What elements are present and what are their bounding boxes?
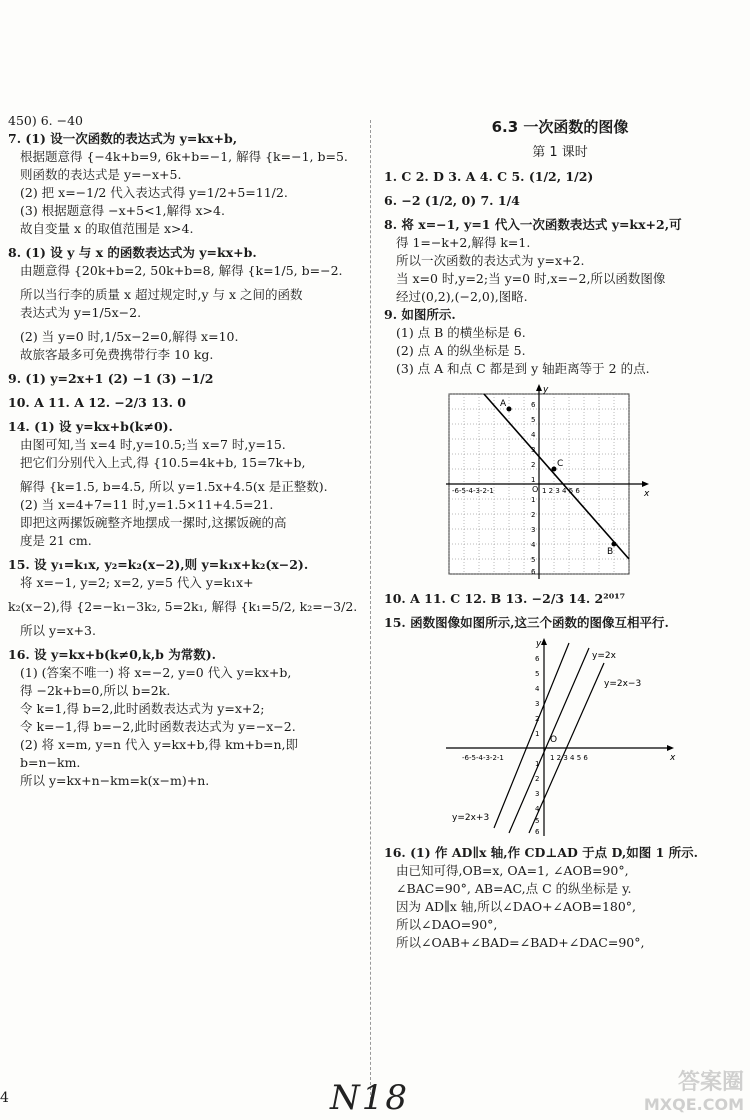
watermark-logo-text: 答案圈	[677, 1070, 744, 1095]
x-pos-tick-labels: 1 2 3 4 5 6	[542, 487, 580, 495]
answer-line: 1. C 2. D 3. A 4. C 5. (1/2, 1/2)	[384, 169, 594, 184]
origin-label: O	[550, 735, 558, 745]
y-tick-label: 5	[535, 670, 540, 678]
answer-line: 15. 函数图像如图所示,这三个函数的图像互相平行.	[384, 615, 669, 630]
answer-line: (2) 点 A 的纵坐标是 5.	[396, 343, 526, 358]
x-axis-label: x	[644, 489, 650, 499]
answer-line: b=n−km.	[20, 755, 81, 770]
y-tick-label: 6	[531, 401, 536, 409]
y-tick-label: 2	[531, 461, 536, 469]
answer-line: 把它们分别代入上式,得 {10.5=4k+b, 15=7k+b,	[20, 455, 306, 470]
answer-line: 所以当行李的质量 x 超过规定时,y 与 x 之间的函数	[20, 287, 303, 302]
line-label-y-2x: y=2x	[592, 651, 616, 661]
answer-line: (3) 点 A 和点 C 都是到 y 轴距离等于 2 的点.	[396, 361, 650, 376]
y-tick-label: 3	[531, 526, 536, 534]
point-c-label: C	[557, 459, 564, 469]
right-column	[384, 112, 736, 952]
answer-line: (2) 当 y=0 时,1/5x−2=0,解得 x=10.	[20, 329, 239, 344]
answer-line: (1) (答案不唯一) 将 x=−2, y=0 代入 y=kx+b,	[20, 665, 292, 680]
coordinate-grid-figure	[444, 384, 654, 584]
subsection-title: 第 1 课时	[532, 145, 588, 160]
answer-line: 令 k=−1,得 b=−2,此时函数表达式为 y=−x−2.	[20, 719, 296, 734]
y-tick-label: 5	[531, 556, 536, 564]
answer-line: 所以∠OAB+∠BAD=∠BAD+∠DAC=90°,	[396, 935, 645, 950]
y-tick-label: 5	[531, 416, 536, 424]
answer-line: 14. (1) 设 y=kx+b(k≠0).	[8, 419, 173, 434]
answer-line: 由已知可得,OB=x, OA=1, ∠AOB=90°,	[396, 863, 629, 878]
answer-line: 故旅客最多可免费携带行李 10 kg.	[20, 347, 214, 362]
y-tick-label: 6	[535, 655, 540, 663]
y-tick-label: 2	[531, 511, 536, 519]
y-tick-label: 4	[535, 685, 540, 693]
point-c	[552, 467, 557, 472]
watermark	[644, 1072, 744, 1116]
answer-line: 所以 y=kx+n−km=k(x−m)+n.	[20, 773, 210, 788]
answer-line: 所以一次函数的表达式为 y=x+2.	[396, 253, 585, 268]
answer-line: 16. 设 y=kx+b(k≠0,k,b 为常数).	[8, 647, 216, 662]
answer-line: 则函数的表达式是 y=−x+5.	[20, 167, 182, 182]
answer-line: 故自变量 x 的取值范围是 x>4.	[20, 221, 194, 236]
answer-line: (3) 根据题意得 −x+5<1,解得 x>4.	[20, 203, 225, 218]
answer-line: 所以 y=x+3.	[20, 623, 96, 638]
x-neg-tick-labels: -6-5-4-3-2-1	[462, 754, 504, 762]
answer-line: 所以∠DAO=90°,	[396, 917, 498, 932]
y-tick-label: 4	[535, 805, 540, 813]
y-tick-label: 6	[531, 568, 536, 576]
answer-line: ∠BAC=90°, AB=AC,点 C 的纵坐标是 y.	[396, 881, 632, 896]
answer-line: 因为 AD∥x 轴,所以∠DAO+∠AOB=180°,	[396, 899, 637, 914]
answer-line: 450) 6. −40	[8, 113, 83, 128]
answer-line: k₂(x−2),得 {2=−k₁−3k₂, 5=2k₁, 解得 {k₁=5/2, k₂=−3/2.	[8, 599, 358, 614]
line-label-y-2x-minus-3: y=2x−3	[604, 679, 642, 689]
line-y-2x	[509, 648, 589, 833]
point-a	[507, 407, 512, 412]
answer-line: 根据题意得 {−4k+b=9, 6k+b=−1, 解得 {k=−1, b=5.	[20, 149, 348, 164]
y-tick-label: 4	[531, 431, 536, 439]
answer-line: 令 k=1,得 b=2,此时函数表达式为 y=x+2;	[20, 701, 265, 716]
y-tick-label: 5	[535, 817, 540, 825]
answer-line: 9. (1) y=2x+1 (2) −1 (3) −1/2	[8, 371, 214, 386]
answer-line: (2) 把 x=−1/2 代入表达式得 y=1/2+5=11/2.	[20, 185, 288, 200]
answer-line: 15. 设 y₁=k₁x, y₂=k₂(x−2),则 y=k₁x+k₂(x−2).	[8, 557, 309, 572]
y-tick-label: 4	[531, 541, 536, 549]
y-tick-label: 3	[531, 446, 536, 454]
y-tick-label: 1	[531, 476, 536, 484]
point-b-label: B	[607, 547, 614, 557]
y-tick-label: 1	[535, 760, 540, 768]
x-pos-tick-labels: 1 2 3 4 5 6	[550, 754, 588, 762]
y-tick-label: 3	[535, 790, 540, 798]
x-axis-arrow	[667, 745, 674, 751]
parallel-lines-figure	[444, 638, 684, 838]
origin-label: O	[532, 485, 539, 494]
answer-line: 得 −2k+b=0,所以 b=2k.	[20, 683, 171, 698]
left-column	[8, 112, 360, 790]
answer-line: 6. −2 (1/2, 0) 7. 1/4	[384, 193, 520, 208]
point-b	[612, 542, 617, 547]
y-axis-label: y	[536, 639, 542, 649]
page-mark: 4	[0, 1090, 9, 1106]
answer-line: 8. 将 x=−1, y=1 代入一次函数表达式 y=kx+2,可	[384, 217, 682, 232]
answer-line: 得 1=−k+2,解得 k=1.	[396, 235, 531, 250]
answer-line: 8. (1) 设 y 与 x 的函数表达式为 y=kx+b.	[8, 245, 257, 260]
y-tick-label: 2	[535, 775, 540, 783]
answer-line: (2) 当 x=4+7=11 时,y=1.5×11+4.5=21.	[20, 497, 274, 512]
y-axis-arrow	[536, 384, 542, 391]
answer-line: 7. (1) 设一次函数的表达式为 y=kx+b,	[8, 131, 238, 146]
x-axis-arrow	[642, 481, 649, 487]
answer-line: 经过(0,2),(−2,0),图略.	[396, 289, 528, 304]
point-a-label: A	[500, 399, 507, 409]
answer-line: 将 x=−1, y=2; x=2, y=5 代入 y=k₁x+	[20, 575, 254, 590]
column-divider	[370, 120, 371, 1100]
y-tick-label: 1	[535, 730, 540, 738]
line-y-2x-plus-3	[494, 643, 569, 828]
answer-line: 解得 {k=1.5, b=4.5, 所以 y=1.5x+4.5(x 是正整数).	[20, 479, 328, 494]
y-tick-label: 1	[531, 496, 536, 504]
watermark-domain: MXQE.COM	[643, 1095, 744, 1114]
y-axis-label: y	[543, 385, 549, 395]
answer-line: 度是 21 cm.	[20, 533, 92, 548]
y-tick-label: 6	[535, 828, 540, 836]
answer-line: (2) 将 x=m, y=n 代入 y=kx+b,得 km+b=n,即	[20, 737, 298, 752]
answer-line: 即把这两摞饭碗整齐地摆成一摞时,这摞饭碗的高	[20, 515, 287, 530]
x-neg-tick-labels: -6-5-4-3-2-1	[452, 487, 494, 495]
answer-line: 由图可知,当 x=4 时,y=10.5;当 x=7 时,y=15.	[20, 437, 286, 452]
answer-line: (1) 点 B 的横坐标是 6.	[396, 325, 526, 340]
x-axis-label: x	[670, 753, 676, 763]
answer-line: 表达式为 y=1/5x−2.	[20, 305, 142, 320]
answer-line: 由题意得 {20k+b=2, 50k+b=8, 解得 {k=1/5, b=−2.	[20, 263, 343, 278]
y-tick-label: 3	[535, 700, 540, 708]
answer-line: 9. 如图所示.	[384, 307, 456, 322]
line-label-y-2x-plus-3: y=2x+3	[452, 813, 490, 823]
y-axis-arrow	[541, 638, 547, 645]
answer-line: 当 x=0 时,y=2;当 y=0 时,x=−2,所以函数图像	[396, 271, 666, 286]
section-title: 6.3 一次函数的图像	[491, 118, 629, 136]
y-tick-label: 2	[535, 715, 540, 723]
answer-line: 10. A 11. C 12. B 13. −2/3 14. 2²⁰¹⁷	[384, 591, 626, 606]
handwritten-note: N18	[330, 1078, 410, 1118]
answer-line: 10. A 11. A 12. −2/3 13. 0	[8, 395, 186, 410]
answer-line: 16. (1) 作 AD∥x 轴,作 CD⊥AD 于点 D,如图 1 所示.	[384, 845, 699, 860]
